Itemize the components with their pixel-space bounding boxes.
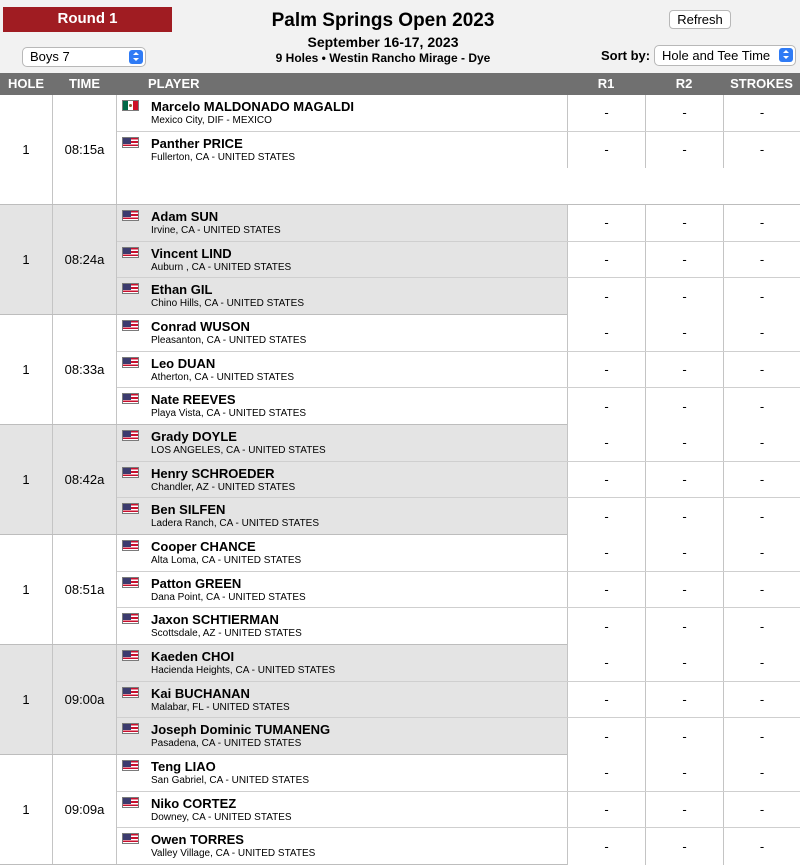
time-cell: 09:09a [52,755,117,864]
page-header [0,0,800,73]
player-name[interactable]: Ben SILFEN [151,502,226,518]
event-course: 9 Holes • Westin Rancho Mirage - Dye [275,51,491,65]
table-row[interactable] [117,608,800,645]
hole-cell: 1 [22,582,30,597]
r1-score: - [567,205,645,241]
hole-cell: 1 [22,362,30,377]
us-flag-icon [122,357,139,368]
tee-time-group [0,315,800,425]
player-list [117,205,800,314]
player-cell [117,95,567,131]
table-row[interactable] [117,718,800,755]
table-row[interactable] [117,388,800,425]
us-flag-icon [122,723,139,734]
player-location: Chandler, AZ - UNITED STATES [151,481,296,493]
player-name[interactable]: Nate REEVES [151,392,236,408]
player-list [117,425,800,534]
table-row[interactable] [117,755,800,792]
strokes-score: - [723,608,800,645]
player-location: Pasadena, CA - UNITED STATES [151,738,302,750]
r2-score: - [645,278,723,315]
r1-score: - [567,132,645,169]
table-row[interactable] [117,205,800,242]
r2-score: - [645,828,723,865]
table-row[interactable] [117,242,800,279]
mexico-flag-icon [122,100,139,111]
r1-score: - [567,315,645,351]
player-name[interactable]: Owen TORRES [151,832,244,848]
strokes-score: - [723,278,800,315]
player-name[interactable]: Ethan GIL [151,282,213,298]
tee-time-group [0,205,800,315]
player-name[interactable]: Niko CORTEZ [151,795,237,811]
time-cell: 08:24a [52,205,117,314]
player-cell [117,572,567,608]
player-cell [117,682,567,718]
player-list [117,95,800,204]
r1-score: - [567,828,645,865]
r1-score: - [567,682,645,718]
event-title: Palm Springs Open 2023 [271,10,495,31]
us-flag-icon [122,540,139,551]
player-location: Scottsdale, AZ - UNITED STATES [151,628,302,640]
player-list [117,315,800,424]
player-name[interactable]: Kai BUCHANAN [151,685,250,701]
sort-label: Sort by: [601,48,651,63]
us-flag-icon [122,320,139,331]
player-cell [117,755,567,791]
player-cell [117,462,567,498]
table-column-header [0,73,800,95]
sort-select-value: Hole and Tee Time [662,48,771,63]
r2-score: - [645,315,723,351]
column-r1[interactable]: R1 [597,76,615,91]
us-flag-icon [122,210,139,221]
player-cell [117,718,567,755]
player-cell [117,132,567,169]
player-name[interactable]: Cooper CHANCE [151,539,256,554]
player-location: Playa Vista, CA - UNITED STATES [151,408,307,420]
r2-score: - [645,718,723,755]
player-location: Malabar, FL - UNITED STATES [151,701,290,713]
r1-score: - [567,425,645,461]
table-row[interactable] [117,498,800,535]
r2-score: - [645,792,723,828]
player-location: Dana Point, CA - UNITED STATES [151,591,306,603]
player-name[interactable]: Jaxon SCHTIERMAN [151,612,279,628]
strokes-score: - [723,718,800,755]
tee-time-group [0,95,800,205]
strokes-score: - [723,462,800,498]
strokes-score: - [723,828,800,865]
us-flag-icon [122,833,139,844]
player-location: Auburn , CA - UNITED STATES [151,261,292,273]
player-location: Valley Village, CA - UNITED STATES [151,848,316,860]
hole-cell: 1 [22,142,30,157]
player-name[interactable]: Leo DUAN [151,355,216,371]
strokes-score: - [723,205,800,241]
hole-cell: 1 [22,692,30,707]
table-row[interactable] [117,315,800,352]
hole-cell: 1 [22,252,30,267]
column-hole[interactable]: HOLE [7,76,45,91]
r2-score: - [645,388,723,425]
leaderboard-table [0,95,800,865]
r2-score: - [645,352,723,388]
r2-score: - [645,498,723,535]
player-cell [117,278,567,315]
player-location: Atherton, CA - UNITED STATES [151,371,294,383]
r2-score: - [645,682,723,718]
us-flag-icon [122,247,139,258]
division-select-value: Boys 7 [30,49,70,64]
player-cell [117,425,567,461]
us-flag-icon [122,687,139,698]
us-flag-icon [122,797,139,808]
player-name[interactable]: Conrad WUSON [151,319,250,334]
time-cell: 08:33a [52,315,117,424]
strokes-score: - [723,132,800,169]
us-flag-icon [122,613,139,624]
player-location: Alta Loma, CA - UNITED STATES [151,555,302,566]
time-cell: 08:15a [52,95,117,204]
us-flag-icon [122,650,139,661]
player-name[interactable]: Vincent LIND [151,245,232,261]
tee-time-group [0,535,800,645]
column-r2[interactable]: R2 [675,76,693,91]
column-strokes[interactable]: STROKES [730,76,793,91]
table-row[interactable] [117,462,800,499]
player-list [117,755,800,864]
player-location: Chino Hills, CA - UNITED STATES [151,298,304,310]
strokes-score: - [723,425,800,461]
r1-score: - [567,572,645,608]
player-name[interactable]: Adam SUN [151,209,219,224]
player-name[interactable]: Joseph Dominic TUMANENG [151,722,331,738]
player-cell [117,242,567,278]
player-name[interactable]: Panther PRICE [151,135,243,151]
hole-cell: 1 [22,802,30,817]
player-location: Fullerton, CA - UNITED STATES [151,151,296,163]
r2-score: - [645,535,723,571]
player-cell [117,315,567,351]
player-location: Pleasanton, CA - UNITED STATES [151,335,307,346]
r2-score: - [645,608,723,645]
table-row[interactable] [117,535,800,572]
player-name[interactable]: Teng LIAO [151,759,216,774]
player-name[interactable]: Marcelo MALDONADO MAGALDI [151,99,354,114]
r2-score: - [645,132,723,169]
r2-score: - [645,95,723,131]
strokes-score: - [723,388,800,425]
table-row[interactable] [117,95,800,132]
strokes-score: - [723,682,800,718]
r1-score: - [567,498,645,535]
strokes-score: - [723,645,800,681]
r2-score: - [645,755,723,791]
sort-select[interactable] [654,45,796,66]
strokes-score: - [723,572,800,608]
r2-score: - [645,645,723,681]
r2-score: - [645,425,723,461]
player-list [117,535,800,644]
table-row[interactable] [117,682,800,719]
strokes-score: - [723,352,800,388]
column-time[interactable]: TIME [68,76,101,91]
refresh-button[interactable]: Refresh [669,10,731,29]
strokes-score: - [723,755,800,791]
table-row[interactable] [117,572,800,609]
time-cell: 09:00a [52,645,117,754]
us-flag-icon [122,577,139,588]
r1-score: - [567,462,645,498]
tee-time-group [0,425,800,535]
player-cell [117,645,567,681]
table-row[interactable] [117,425,800,462]
player-name[interactable]: Kaeden CHOI [151,649,235,664]
player-location: Hacienda Heights, CA - UNITED STATES [151,665,336,676]
player-name[interactable]: Henry SCHROEDER [151,465,275,481]
round-tab[interactable]: Round 1 [3,7,172,32]
r1-score: - [567,535,645,571]
strokes-score: - [723,242,800,278]
player-cell [117,388,567,425]
us-flag-icon [122,283,139,294]
r1-score: - [567,718,645,755]
r1-score: - [567,388,645,425]
player-cell [117,352,567,388]
player-cell [117,828,567,865]
us-flag-icon [122,760,139,771]
r1-score: - [567,242,645,278]
table-row[interactable] [117,828,800,865]
table-row[interactable] [117,792,800,829]
player-cell [117,535,567,571]
strokes-score: - [723,315,800,351]
r1-score: - [567,645,645,681]
tee-time-group [0,755,800,865]
table-row[interactable] [117,645,800,682]
us-flag-icon [122,467,139,478]
time-cell: 08:51a [52,535,117,644]
strokes-score: - [723,498,800,535]
r1-score: - [567,95,645,131]
player-cell [117,205,567,241]
player-location: San Gabriel, CA - UNITED STATES [151,775,310,786]
event-dates: September 16-17, 2023 [307,34,459,50]
player-name[interactable]: Patton GREEN [151,575,242,591]
r1-score: - [567,608,645,645]
tee-time-group [0,645,800,755]
r2-score: - [645,572,723,608]
strokes-score: - [723,792,800,828]
player-location: Mexico City, DIF - MEXICO [151,115,272,126]
player-location: Downey, CA - UNITED STATES [151,811,292,823]
player-location: LOS ANGELES, CA - UNITED STATES [151,445,326,456]
r2-score: - [645,242,723,278]
us-flag-icon [122,430,139,441]
r1-score: - [567,755,645,791]
table-row[interactable] [117,132,800,169]
player-location: Irvine, CA - UNITED STATES [151,225,281,236]
column-player[interactable]: PLAYER [148,76,200,91]
table-row[interactable] [117,278,800,315]
player-location: Ladera Ranch, CA - UNITED STATES [151,518,320,530]
hole-cell: 1 [22,472,30,487]
r2-score: - [645,205,723,241]
r1-score: - [567,278,645,315]
r1-score: - [567,352,645,388]
updown-chevron-icon [779,48,793,62]
strokes-score: - [723,535,800,571]
r2-score: - [645,462,723,498]
strokes-score: - [723,95,800,131]
player-cell [117,792,567,828]
table-row[interactable] [117,352,800,389]
us-flag-icon [122,393,139,404]
player-cell [117,608,567,645]
us-flag-icon [122,503,139,514]
us-flag-icon [122,137,139,148]
time-cell: 08:42a [52,425,117,534]
r1-score: - [567,792,645,828]
player-name[interactable]: Grady DOYLE [151,429,237,444]
player-list [117,645,800,754]
player-cell [117,498,567,535]
